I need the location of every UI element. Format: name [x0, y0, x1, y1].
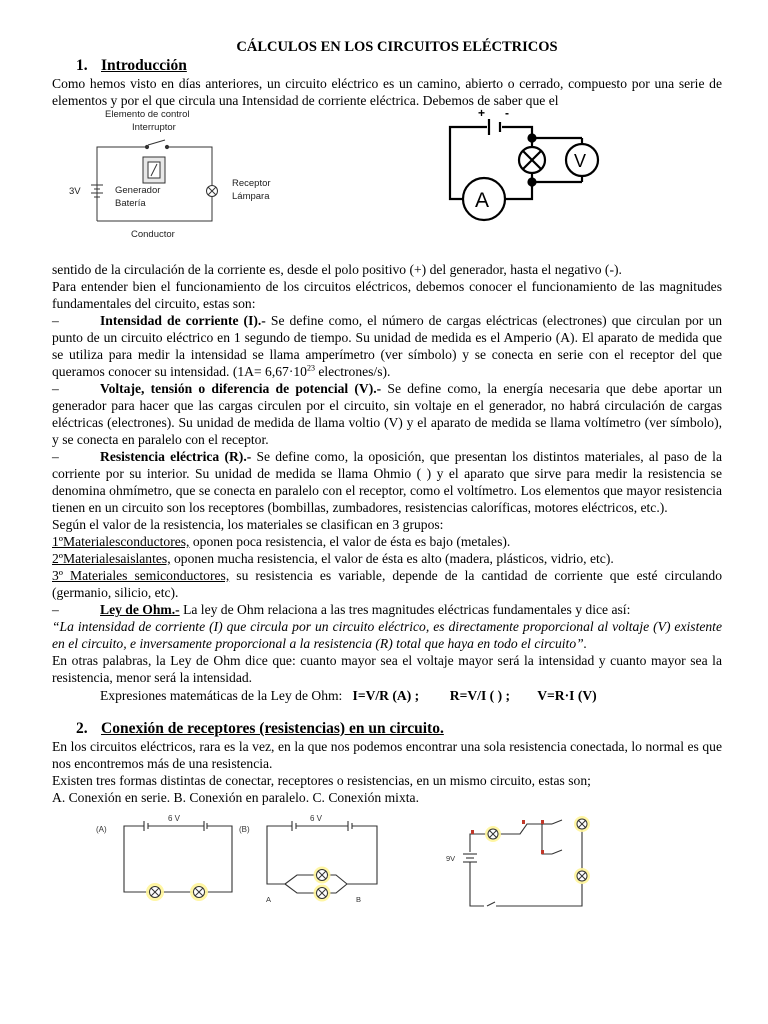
intro-paragraph-3: Para entender bien el funcionamiento de los circuitos eléctricos, debemos conocer el funcionamiento de las magnitudes fundamentales del circuito, estas son: — [52, 279, 722, 311]
group-3-text: su resistencia es variable, depende de la cantidad de corriente que esté circulando (germanio, silicio, etc). — [52, 568, 722, 600]
circuit-diagrams — [52, 109, 722, 261]
group-1-text: oponen poca resistencia, el valor de ésta es bajo (metales). — [189, 534, 511, 549]
mixed-terminal-icon — [522, 820, 525, 824]
mixed-lamp-3-icon — [574, 868, 590, 884]
groups-intro: Según el valor de la resistencia, los materiales se clasifican en 3 grupos: — [52, 517, 444, 532]
mixed-voltage: 9V — [446, 854, 456, 863]
basic-circuit-figure — [91, 140, 218, 221]
group-3 — [52, 567, 722, 601]
ohm-law-quote: “La intensidad de corriente (I) que circula por un circuito eléctrico, es directamente proporcional al voltaje (V) existente en el circuito, e inversamente proporcional a la resistencia (R) total que haya en todo el circuito”. — [52, 619, 722, 651]
intro-paragraph-1: Como hemos visto en días anteriores, un circuito eléctrico es un camino, abierto o cerrado, compuesto por una serie de elementos y por el que circula una Intensidad de corriente eléctrica. Debemos de saber que el — [52, 76, 722, 108]
section-2-paragraph-1: En los circuitos eléctricos, rara es la vez, en la que nos podemos encontrar una sola resistencia conectada, lo normal es que nos encontremos más de una resistencia. — [52, 739, 722, 771]
section-2-paragraph-2: Existen tres formas distintas de conectar, receptores o resistencias, en un mismo circuito, estas son; — [52, 773, 591, 788]
ohm-law-definition — [52, 601, 722, 618]
series-lamp-1-icon — [146, 883, 164, 901]
group-2-label: 2ºMaterialesaislantes, — [52, 551, 171, 566]
parallel-label: (B) — [239, 825, 250, 834]
group-2 — [52, 550, 722, 567]
page-title: CÁLCULOS EN LOS CIRCUITOS ELÉCTRICOS — [236, 39, 558, 55]
formula-resistance: R=V/I ( ) ; — [449, 688, 511, 703]
battery-plus: + — [478, 109, 486, 120]
group-1-label: 1ºMaterialesconductores, — [52, 534, 190, 549]
intro-paragraph-2: sentido de la circulación de la corriente es, desde el polo positivo (+) del generador, hasta el negativo (-). — [52, 262, 622, 277]
formula-intensity: I=V/R (A) ; — [352, 688, 420, 703]
parallel-lamp-2-icon — [314, 885, 331, 902]
formula-label: Expresiones matemáticas de la Ley de Ohm: — [100, 688, 343, 703]
series-label: (A) — [96, 825, 107, 834]
section-2-heading — [52, 719, 722, 738]
ammeter-icon: A — [475, 189, 490, 212]
connection-figures — [52, 814, 722, 934]
bullet-dash: – — [52, 449, 59, 464]
lamp-label: Lámpara — [232, 191, 270, 202]
resistance-term: Resistencia eléctrica (R).- — [100, 449, 252, 464]
ohm-law-text: La ley de Ohm relaciona a las tres magnitudes eléctricas fundamentales y dice así: — [179, 602, 631, 617]
intensity-term: Intensidad de corriente (I).- — [100, 313, 266, 328]
ohm-law-explanation: En otras palabras, la Ley de Ohm dice que: cuanto mayor sea el voltaje mayor será la intensidad y cuanto mayor sea la resistencia, menor será la intensidad. — [52, 653, 722, 685]
battery-minus: - — [505, 109, 509, 120]
series-voltage: 6 V — [168, 814, 181, 823]
mixed-lamp-2-icon — [574, 816, 590, 832]
intensity-definition — [52, 312, 722, 380]
intensity-text: Se define como, el número de cargas eléctricas (electrones) que circulan por un punto de un circuito eléctrico en 1 segundo de tiempo. Su unidad de medida es el Amperio (A). El aparato de medida que se utiliza para medir la intensidad se llama amperímetro (ver símbolo) y se conecta en serie con el receptor del que queramos conocer su intensidad. (1A= 6,67·10 — [52, 313, 722, 379]
section-1-title: Introducción — [101, 57, 187, 74]
intensity-exponent: 23 — [306, 363, 315, 373]
voltage-definition — [52, 380, 722, 448]
voltage-label: 3V — [69, 186, 81, 197]
group-3-label: 3º Materiales semiconductores, — [52, 568, 230, 583]
resistance-text: Se define como, la oposición, que presentan los distintos materiales, al paso de la corriente por su interior. Su unidad de medida se llama Ohmio ( ) y el aparato que sirve para medir la resistencia se denomina ohmímetro, que se conecta en paralelo con el receptor, como el voltímetro. Los elementos que mayor resistencia tienen en un circuito son los receptores (bombillas, zumbadores, resistencias caloríficas, motores eléctricos, etc.). — [52, 449, 722, 515]
parallel-voltage: 6 V — [310, 814, 323, 823]
node-a-label: A — [266, 895, 272, 904]
group-2-text: oponen mucha resistencia, el valor de ésta es alto (madera, plásticos, vidrio, etc). — [170, 551, 614, 566]
connection-diagrams — [52, 814, 722, 934]
section-1-number: 1. — [76, 57, 88, 74]
intensity-tail: electrones/s). — [314, 364, 391, 379]
switch-label: Interruptor — [132, 122, 176, 133]
bullet-dash: – — [52, 313, 59, 328]
series-circuit-figure — [124, 821, 232, 892]
series-lamp-2-icon — [190, 883, 208, 901]
mixed-terminal-icon — [541, 820, 544, 824]
mixed-circuit-figure — [463, 824, 582, 906]
bullet-dash: – — [52, 381, 59, 396]
parallel-lamp-1-icon — [314, 867, 331, 884]
ohm-law-formulas — [52, 687, 722, 704]
group-1 — [52, 533, 722, 550]
voltage-text: Se define como, la energía necesaria que debe aportar un generador para hacer que las cargas circulen por el circuito, sin voltaje en el generador, no habrá circulación de cargas eléctricas (electrones). Su unidad de medida de llama voltio (V) y el aparato de medida se llama voltímetro (ver símbolo), y se conecta en paralelo con el receptor. — [52, 381, 723, 447]
intro-figures — [52, 109, 722, 261]
control-element-label: Elemento de control — [105, 109, 190, 120]
ohm-law-term: Ley de Ohm.- — [100, 602, 180, 617]
voltmeter-icon: V — [574, 151, 587, 171]
battery-label: Batería — [115, 198, 146, 209]
section-2-title: Conexión de receptores (resistencias) en un circuito. — [101, 720, 444, 737]
document-page — [52, 38, 722, 934]
mixed-lamp-1-icon — [485, 826, 501, 842]
section-1-heading — [52, 56, 722, 75]
resistance-definition — [52, 448, 722, 516]
generator-label: Generador — [115, 185, 161, 196]
section-2-paragraph-3: A. Conexión en serie. B. Conexión en paralelo. C. Conexión mixta. — [52, 790, 419, 805]
conductor-label: Conductor — [131, 229, 175, 240]
bullet-dash: – — [52, 602, 59, 617]
node-b-label: B — [356, 895, 362, 904]
receiver-label: Receptor — [232, 178, 271, 189]
section-2-number: 2. — [76, 720, 88, 737]
mixed-terminal-icon — [471, 830, 474, 834]
formula-voltage: V=R·I (V) — [537, 688, 597, 703]
voltage-term: Voltaje, tensión o diferencia de potencial (V).- — [100, 381, 382, 396]
mixed-terminal-icon — [541, 850, 544, 854]
